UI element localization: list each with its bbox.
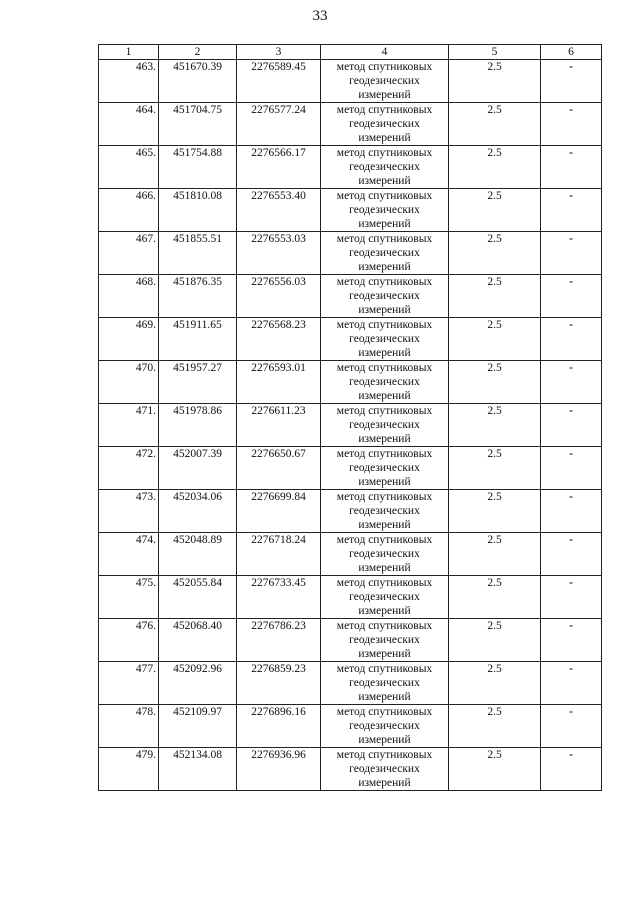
- method-cell: метод спутниковых геодезических измерений: [321, 103, 449, 146]
- y-coordinate-cell: 2276566.17: [237, 146, 321, 189]
- note-cell: -: [541, 490, 602, 533]
- note-cell: -: [541, 60, 602, 103]
- accuracy-cell: 2.5: [449, 103, 541, 146]
- method-cell: метод спутниковых геодезических измерений: [321, 533, 449, 576]
- x-coordinate-cell: 452092.96: [159, 662, 237, 705]
- table-row: [99, 533, 602, 576]
- point-number-cell: 472.: [99, 447, 159, 490]
- y-coordinate-cell: 2276589.45: [237, 60, 321, 103]
- method-cell: метод спутниковых геодезических измерений: [321, 576, 449, 619]
- point-number-cell: 463.: [99, 60, 159, 103]
- method-cell: метод спутниковых геодезических измерений: [321, 404, 449, 447]
- point-number-cell: 466.: [99, 189, 159, 232]
- accuracy-cell: 2.5: [449, 705, 541, 748]
- note-cell: -: [541, 662, 602, 705]
- accuracy-cell: 2.5: [449, 232, 541, 275]
- table-row: [99, 146, 602, 189]
- table-row: [99, 490, 602, 533]
- point-number-cell: 473.: [99, 490, 159, 533]
- accuracy-cell: 2.5: [449, 275, 541, 318]
- x-coordinate-cell: 452034.06: [159, 490, 237, 533]
- y-coordinate-cell: 2276699.84: [237, 490, 321, 533]
- table-row: [99, 275, 602, 318]
- table-row: [99, 748, 602, 791]
- table-row: [99, 576, 602, 619]
- x-coordinate-cell: 452134.08: [159, 748, 237, 791]
- method-cell: метод спутниковых геодезических измерений: [321, 189, 449, 232]
- method-cell: метод спутниковых геодезических измерений: [321, 232, 449, 275]
- method-cell: метод спутниковых геодезических измерений: [321, 662, 449, 705]
- table-row: [99, 103, 602, 146]
- column-header-2: 2: [159, 45, 237, 60]
- note-cell: -: [541, 576, 602, 619]
- table-row: [99, 619, 602, 662]
- y-coordinate-cell: 2276568.23: [237, 318, 321, 361]
- x-coordinate-cell: 451911.65: [159, 318, 237, 361]
- table-row: [99, 189, 602, 232]
- method-cell: метод спутниковых геодезических измерений: [321, 490, 449, 533]
- y-coordinate-cell: 2276936.96: [237, 748, 321, 791]
- table-row: [99, 404, 602, 447]
- note-cell: -: [541, 275, 602, 318]
- method-cell: метод спутниковых геодезических измерений: [321, 748, 449, 791]
- note-cell: -: [541, 146, 602, 189]
- x-coordinate-cell: 452068.40: [159, 619, 237, 662]
- x-coordinate-cell: 452048.89: [159, 533, 237, 576]
- point-number-cell: 475.: [99, 576, 159, 619]
- accuracy-cell: 2.5: [449, 189, 541, 232]
- point-number-cell: 469.: [99, 318, 159, 361]
- note-cell: -: [541, 361, 602, 404]
- point-number-cell: 467.: [99, 232, 159, 275]
- point-number-cell: 470.: [99, 361, 159, 404]
- coordinates-table: [98, 44, 602, 791]
- y-coordinate-cell: 2276650.67: [237, 447, 321, 490]
- method-cell: метод спутниковых геодезических измерений: [321, 318, 449, 361]
- accuracy-cell: 2.5: [449, 361, 541, 404]
- note-cell: -: [541, 705, 602, 748]
- method-cell: метод спутниковых геодезических измерений: [321, 146, 449, 189]
- column-header-5: 5: [449, 45, 541, 60]
- table-row: [99, 662, 602, 705]
- y-coordinate-cell: 2276718.24: [237, 533, 321, 576]
- table-row: [99, 232, 602, 275]
- y-coordinate-cell: 2276553.03: [237, 232, 321, 275]
- x-coordinate-cell: 451704.75: [159, 103, 237, 146]
- point-number-cell: 464.: [99, 103, 159, 146]
- point-number-cell: 474.: [99, 533, 159, 576]
- x-coordinate-cell: 451754.88: [159, 146, 237, 189]
- x-coordinate-cell: 451810.08: [159, 189, 237, 232]
- table-row: [99, 60, 602, 103]
- accuracy-cell: 2.5: [449, 748, 541, 791]
- page-number: 33: [312, 8, 328, 24]
- note-cell: -: [541, 404, 602, 447]
- column-header-1: 1: [99, 45, 159, 60]
- x-coordinate-cell: 451876.35: [159, 275, 237, 318]
- x-coordinate-cell: 451957.27: [159, 361, 237, 404]
- x-coordinate-cell: 452055.84: [159, 576, 237, 619]
- column-header-4: 4: [321, 45, 449, 60]
- y-coordinate-cell: 2276553.40: [237, 189, 321, 232]
- note-cell: -: [541, 619, 602, 662]
- table-header-row: [99, 45, 602, 60]
- method-cell: метод спутниковых геодезических измерений: [321, 447, 449, 490]
- table-row: [99, 361, 602, 404]
- method-cell: метод спутниковых геодезических измерений: [321, 361, 449, 404]
- y-coordinate-cell: 2276896.16: [237, 705, 321, 748]
- y-coordinate-cell: 2276577.24: [237, 103, 321, 146]
- x-coordinate-cell: 451670.39: [159, 60, 237, 103]
- point-number-cell: 468.: [99, 275, 159, 318]
- method-cell: метод спутниковых геодезических измерений: [321, 705, 449, 748]
- y-coordinate-cell: 2276733.45: [237, 576, 321, 619]
- point-number-cell: 477.: [99, 662, 159, 705]
- x-coordinate-cell: 452007.39: [159, 447, 237, 490]
- x-coordinate-cell: 452109.97: [159, 705, 237, 748]
- accuracy-cell: 2.5: [449, 662, 541, 705]
- note-cell: -: [541, 103, 602, 146]
- column-header-6: 6: [541, 45, 602, 60]
- note-cell: -: [541, 447, 602, 490]
- accuracy-cell: 2.5: [449, 490, 541, 533]
- accuracy-cell: 2.5: [449, 146, 541, 189]
- y-coordinate-cell: 2276556.03: [237, 275, 321, 318]
- table-row: [99, 447, 602, 490]
- method-cell: метод спутниковых геодезических измерений: [321, 619, 449, 662]
- note-cell: -: [541, 533, 602, 576]
- table-row: [99, 318, 602, 361]
- note-cell: -: [541, 232, 602, 275]
- accuracy-cell: 2.5: [449, 533, 541, 576]
- point-number-cell: 476.: [99, 619, 159, 662]
- point-number-cell: 471.: [99, 404, 159, 447]
- accuracy-cell: 2.5: [449, 619, 541, 662]
- note-cell: -: [541, 748, 602, 791]
- accuracy-cell: 2.5: [449, 60, 541, 103]
- y-coordinate-cell: 2276859.23: [237, 662, 321, 705]
- accuracy-cell: 2.5: [449, 447, 541, 490]
- accuracy-cell: 2.5: [449, 318, 541, 361]
- x-coordinate-cell: 451855.51: [159, 232, 237, 275]
- y-coordinate-cell: 2276786.23: [237, 619, 321, 662]
- accuracy-cell: 2.5: [449, 404, 541, 447]
- point-number-cell: 465.: [99, 146, 159, 189]
- x-coordinate-cell: 451978.86: [159, 404, 237, 447]
- column-header-3: 3: [237, 45, 321, 60]
- y-coordinate-cell: 2276611.23: [237, 404, 321, 447]
- note-cell: -: [541, 189, 602, 232]
- note-cell: -: [541, 318, 602, 361]
- point-number-cell: 478.: [99, 705, 159, 748]
- accuracy-cell: 2.5: [449, 576, 541, 619]
- method-cell: метод спутниковых геодезических измерений: [321, 275, 449, 318]
- y-coordinate-cell: 2276593.01: [237, 361, 321, 404]
- table-row: [99, 705, 602, 748]
- point-number-cell: 479.: [99, 748, 159, 791]
- method-cell: метод спутниковых геодезических измерений: [321, 60, 449, 103]
